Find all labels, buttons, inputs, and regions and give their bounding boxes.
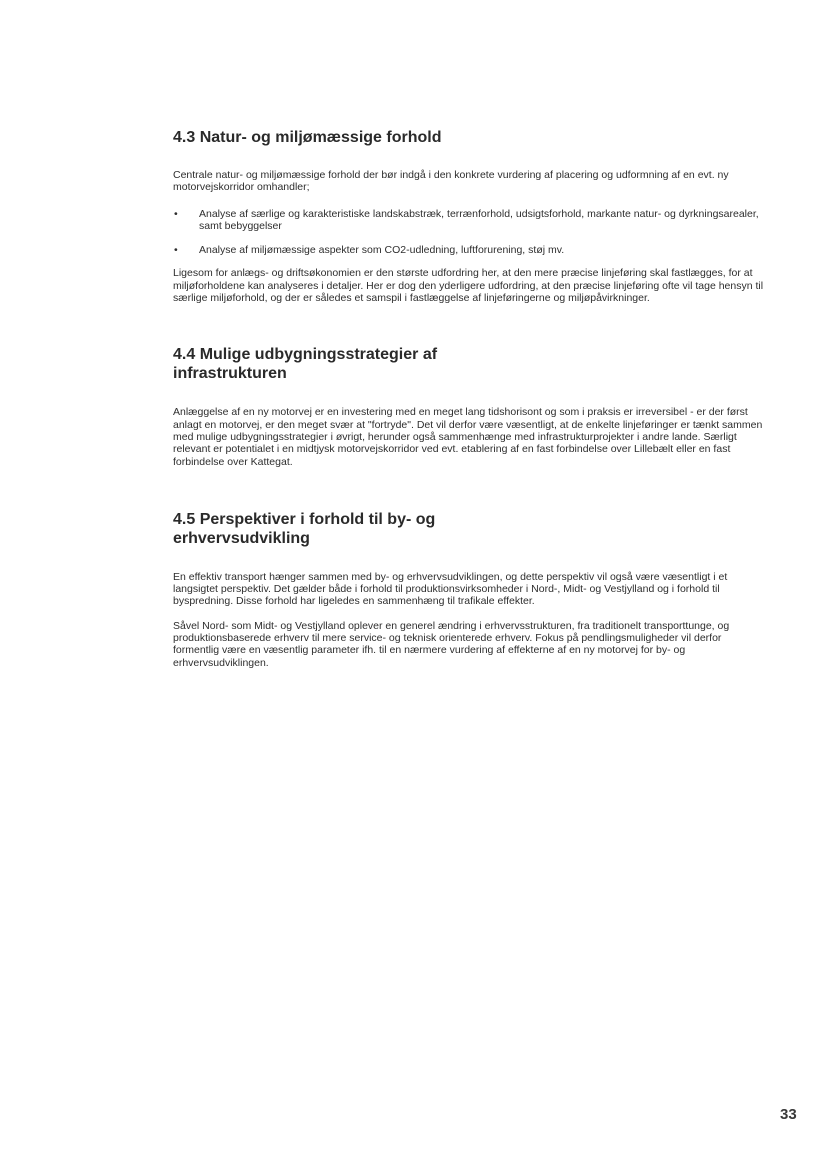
section-4-3-intro: Centrale natur- og miljømæssige forhold der bør indgå i den konkrete vurdering af placering og udformning af en evt. ny motorvejskorridor omhandler; [173,169,729,194]
section-4-4-body: Anlæggelse af en ny motorvej er en investering med en meget lang tidshorisont og som i praksis er irreversibel - er der først anlagt en motorvej, er den meget svær at "fortryde". Det vil derfor være væsentligt, at de enkelte linjeføringer er tænkt sammen med mulige udbygningsstrategier i øvrigt, herunder også sammenhænge med infrastrukturprojekter i andre lande. Særligt relevant er potentialet i en midtjysk motorvejskorridor ved evt. etablering af en fast forbindelse over Lillebælt eller en fast forbindelse over Kattegat. [173,406,763,468]
section-4-3-body: Ligesom for anlægs- og driftsøkonomien er den største udfordring her, at den mere præcise linjeføring skal fastlægges, for at miljøforholdene kan analyseres i detaljer. Her er dog den yderligere udfordring, at den præcise linjeføring ofte vil tage hensyn til særlige miljøforhold, og der er således et samspil i fastlæggelse af linjeføringerne og miljøpåvirkninger. [173,267,764,305]
section-4-5-title-line1: 4.5 Perspektiver i forhold til by- og [173,510,436,528]
page-number: 33 [780,1106,797,1123]
bullet-text: Analyse af miljømæssige aspekter som CO2-udledning, luftforurening, støj mv. [199,244,565,257]
section-4-5-title [173,510,769,548]
section-4-3-title: 4.3 Natur- og miljømæssige forhold [173,129,442,146]
bullet-icon: • [174,207,178,220]
section-4-4-title-line1: 4.4 Mulige udbygningsstrategier af [173,346,438,364]
section-4-3-bullet-list [173,208,769,257]
page-content [173,128,769,669]
list-item [173,244,769,256]
section-4-5-body-2: Såvel Nord- som Midt- og Vestjylland oplever en generel ændring i erhvervsstrukturen, fra traditionelt transporttunge, og produktionsbaserede erhverv til mere service- og teknisk orienterede erhverv. Fokus på pendlingsmuligheder vil derfor formentlig være en væsentlig parameter ifh. til en nærmere vurdering af effekterne af en ny motorvej for by- og erhvervsudviklingen. [173,619,730,669]
section-4-5-body-1: En effektiv transport hænger sammen med by- og erhvervsudviklingen, og dette perspektiv vil også være væsentligt i et langsigtet perspektiv. Det gælder både i forhold til produktionsvirksomheder i Nord-, Midt- og Vestjylland og i forhold til byspredning. Disse forhold har ligeledes en sammenhæng til trafikale effekter. [173,570,728,608]
section-4-4-title [173,345,769,383]
section-4-4-title-line2: infrastrukturen [173,365,287,383]
section-4-5-title-line2: erhvervsudvikling [173,529,310,547]
bullet-text: Analyse af særlige og karakteristiske landskabstræk, terrænforhold, udsigtsforhold, markante natur- og dyrkningsarealer, samt bebyggelser [199,207,759,232]
bullet-icon: • [174,244,178,257]
list-item [173,208,769,233]
